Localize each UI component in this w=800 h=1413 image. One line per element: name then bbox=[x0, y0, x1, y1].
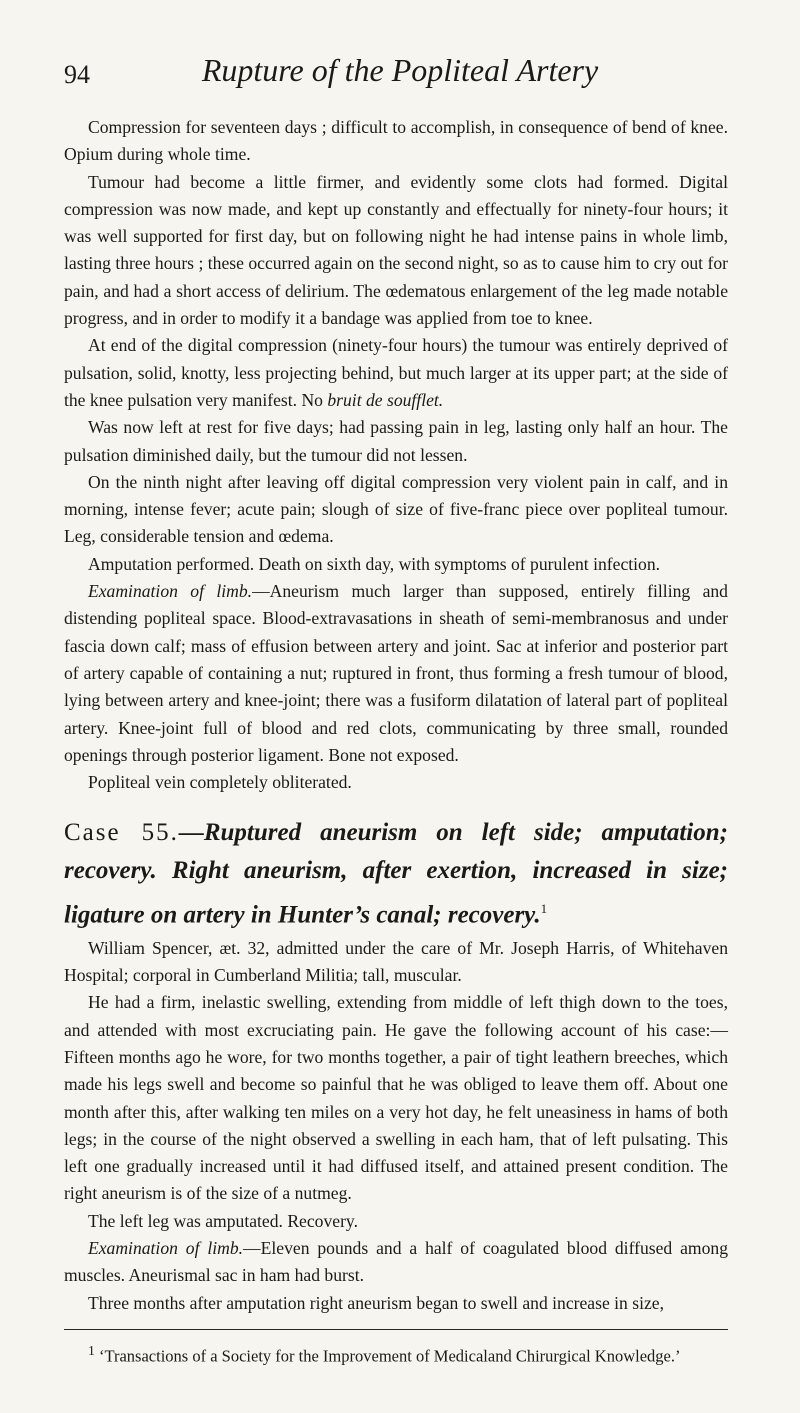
footnote bbox=[64, 1338, 728, 1369]
case-title: —Ruptured aneurism on left side; amputation; recovery. Right aneurism, after exertion, increased in size; ligature on artery in Hunter’s canal; recovery. bbox=[64, 819, 728, 929]
paragraph: Was now left at rest for five days; had passing pain in leg, lasting only half an hour. The pulsation diminished daily, but the tumour did not lessen. bbox=[64, 417, 728, 465]
italic-term: bruit de soufflet. bbox=[327, 389, 444, 410]
paragraph: Amputation performed. Death on sixth day, with symptoms of purulent infection. bbox=[88, 553, 661, 574]
paragraph bbox=[64, 578, 728, 769]
paragraph bbox=[64, 1235, 728, 1290]
examination-label: Examination of limb. bbox=[88, 581, 253, 602]
paragraph: He had a firm, inelastic swelling, extending from middle of left thigh down to the toes, and attended with most excruciating pain. He gave the following account of his case:—Fifteen months ago he wore, for two months together, a pair of tight leathern breeches, which made his legs swell and become so painful that he was obliged to leave them off. About one month after this, after walking ten miles on a very hot day, he felt uneasiness in hams of both legs; in the course of the night observed a swelling in each ham, that of left pulsating. This left one gradually increased until it had diffused itself, and attained present condition. The right aneurism is of the size of a nutmeg. bbox=[64, 992, 728, 1204]
running-title: Rupture of the Popliteal Artery bbox=[201, 52, 599, 88]
paragraph-text: —Eleven pounds and a half of coagulated blood diffused among muscles. Aneurismal sac in ham had burst. bbox=[64, 1238, 728, 1286]
paragraph-text: At end of the digital compression (ninety-four hours) the tumour was entirely deprived of pulsation, solid, knotty, less projecting behind, but much larger at its upper part; at the side of the knee pulsation very manifest. No bbox=[64, 335, 728, 410]
footnote-text: ‘Transactions of a Society for the Improvement of Medicaland Chirurgical Knowledge.’ bbox=[99, 1346, 681, 1366]
paragraph: William Spencer, æt. 32, admitted under the care of Mr. Joseph Harris, of Whitehaven Hospital; corporal in Cumberland Militia; tall, muscular. bbox=[64, 937, 728, 986]
page-header bbox=[64, 52, 736, 102]
paragraph: Compression for seventeen days ; difficult to accomplish, in consequence of bend of knee. Opium during whole time. bbox=[64, 117, 728, 165]
paragraph: On the ninth night after leaving off digital compression very violent pain in calf, and in morning, intense fever; acute pain; slough of size of five-franc piece over popliteal tumour. Leg, considerable tension and œdema. bbox=[64, 471, 728, 547]
case-label: Case 55. bbox=[64, 819, 179, 847]
footnote-ref[interactable]: 1 bbox=[540, 901, 548, 917]
examination-label: Examination of limb. bbox=[88, 1238, 244, 1259]
paragraph: Three months after amputation right aneurism began to swell and increase in size, bbox=[88, 1292, 665, 1313]
paragraph: Popliteal vein completely obliterated. bbox=[88, 772, 352, 793]
paragraph-text: —Aneurism much larger than supposed, entirely filling and distending popliteal space. Blood-extravasations in sheath of semi-membranosus and under fascia down calf; mass of effusion between artery and joint. Sac at inferior and posterior part of artery capable of containing a nut; ruptured in front, thus forming a fresh tumour of blood, lying between artery and knee-joint; there was a fusiform dilatation of lateral part of popliteal artery. Knee-joint full of blood and red clots, communicating by three small, rounded openings through posterior ligament. Bone not exposed. bbox=[64, 581, 728, 765]
paragraph: Tumour had become a little firmer, and evidently some clots had formed. Digital compression was now made, and kept up constantly and effectually for ninety-four hours; it was well supported for first day, but on following night he had intense pains in whole limb, lasting three hours ; these occurred again on the second night, so as to cause him to cry out for pain, and had a short access of delirium. The œdematous enlargement of the leg made notable progress, and in order to modify it a bandage was applied from toe to knee. bbox=[64, 171, 728, 329]
page-body bbox=[64, 114, 728, 1368]
case-heading bbox=[64, 814, 728, 934]
page-number: 94 bbox=[64, 60, 90, 89]
paragraph bbox=[64, 332, 728, 414]
footnote-divider bbox=[64, 1329, 728, 1330]
footnote-marker: 1 bbox=[88, 1342, 95, 1358]
paragraph: The left leg was amputated. Recovery. bbox=[88, 1210, 358, 1231]
